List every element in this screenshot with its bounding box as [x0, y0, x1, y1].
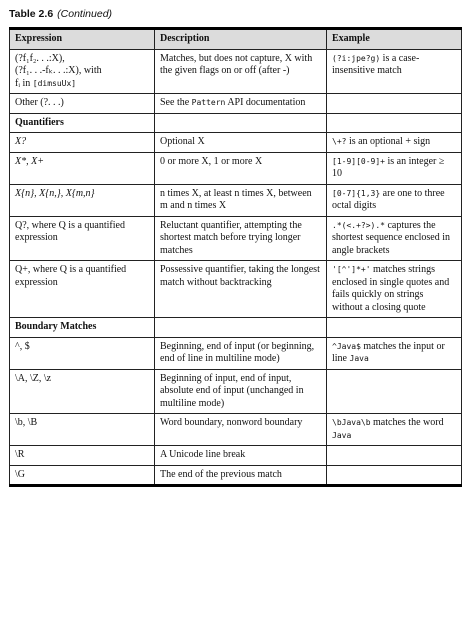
section-title: Quantifiers	[10, 113, 155, 133]
description-cell: See the Pattern API documentation	[155, 94, 327, 114]
expression-cell: X*, X+	[10, 152, 155, 184]
expression-cell: Q+, where Q is a quantified expression	[10, 261, 155, 318]
table-row	[10, 369, 462, 414]
description-cell: Possessive quantifier, taking the longest match without backtracking	[155, 261, 327, 318]
description-cell: Reluctant quantifier, attempting the shortest match before trying longer matches	[155, 216, 327, 261]
description-cell: Word boundary, nonword boundary	[155, 414, 327, 446]
description-cell: Matches, but does not capture, X with the given flags on or off (after -)	[155, 49, 327, 94]
table-row	[10, 414, 462, 446]
table-row	[10, 133, 462, 153]
description-cell: The end of the previous match	[155, 465, 327, 486]
expression-cell: \b, \B	[10, 414, 155, 446]
description-cell: Optional X	[155, 133, 327, 153]
example-cell	[327, 94, 462, 114]
table-row	[10, 152, 462, 184]
example-cell: [0-7]{1,3} are one to three octal digits	[327, 184, 462, 216]
expression-cell: (?f₁f₂. . .:X), (?f₁. . .-fₖ. . .:X), with fᵢ in [dimsuUx]	[10, 49, 155, 94]
header-expression: Expression	[10, 29, 155, 50]
expression-cell: \A, \Z, \z	[10, 369, 155, 414]
caption-number: Table 2.6	[9, 8, 54, 20]
example-cell	[327, 369, 462, 414]
table-row	[10, 261, 462, 318]
example-cell: \bJava\b matches the word Java	[327, 414, 462, 446]
description-cell: Beginning of input, end of input, absolute end of input (unchanged in multiline mode)	[155, 369, 327, 414]
caption-suffix: (Continued)	[57, 8, 113, 20]
table-row	[10, 94, 462, 114]
description-cell: 0 or more X, 1 or more X	[155, 152, 327, 184]
description-cell: n times X, at least n times X, between m and n times X	[155, 184, 327, 216]
table-row	[10, 49, 462, 94]
example-cell: (?i:jpe?g) is a case-insensitive match	[327, 49, 462, 94]
expression-cell: Q?, where Q is a quantified expression	[10, 216, 155, 261]
expression-cell: Other (?. . .)	[10, 94, 155, 114]
example-cell: ^Java$ matches the input or line Java	[327, 337, 462, 369]
table-row	[10, 337, 462, 369]
expression-cell: X?	[10, 133, 155, 153]
table-row	[10, 184, 462, 216]
example-cell: [1-9][0-9]+ is an integer ≥ 10	[327, 152, 462, 184]
example-cell	[327, 446, 462, 466]
expression-cell: \R	[10, 446, 155, 466]
table-row	[10, 446, 462, 466]
section-title: Boundary Matches	[10, 318, 155, 338]
section-row-quantifiers	[10, 113, 462, 133]
description-cell: Beginning, end of input (or beginning, end of line in multiline mode)	[155, 337, 327, 369]
table-header-row	[10, 29, 462, 50]
header-description: Description	[155, 29, 327, 50]
expression-cell: ^, $	[10, 337, 155, 369]
table-caption	[9, 8, 112, 20]
description-cell: A Unicode line break	[155, 446, 327, 466]
table-row	[10, 465, 462, 486]
section-row-boundary	[10, 318, 462, 338]
expression-cell: \G	[10, 465, 155, 486]
example-cell: '[^']*+' matches strings enclosed in single quotes and fails quickly on strings without a closing quote	[327, 261, 462, 318]
header-example: Example	[327, 29, 462, 50]
regex-table	[9, 27, 462, 487]
example-cell	[327, 465, 462, 486]
example-cell: .*(<.+?>).* captures the shortest sequence enclosed in angle brackets	[327, 216, 462, 261]
example-cell: \+? is an optional + sign	[327, 133, 462, 153]
table-row	[10, 216, 462, 261]
expression-cell: X{n}, X{n,}, X{m,n}	[10, 184, 155, 216]
